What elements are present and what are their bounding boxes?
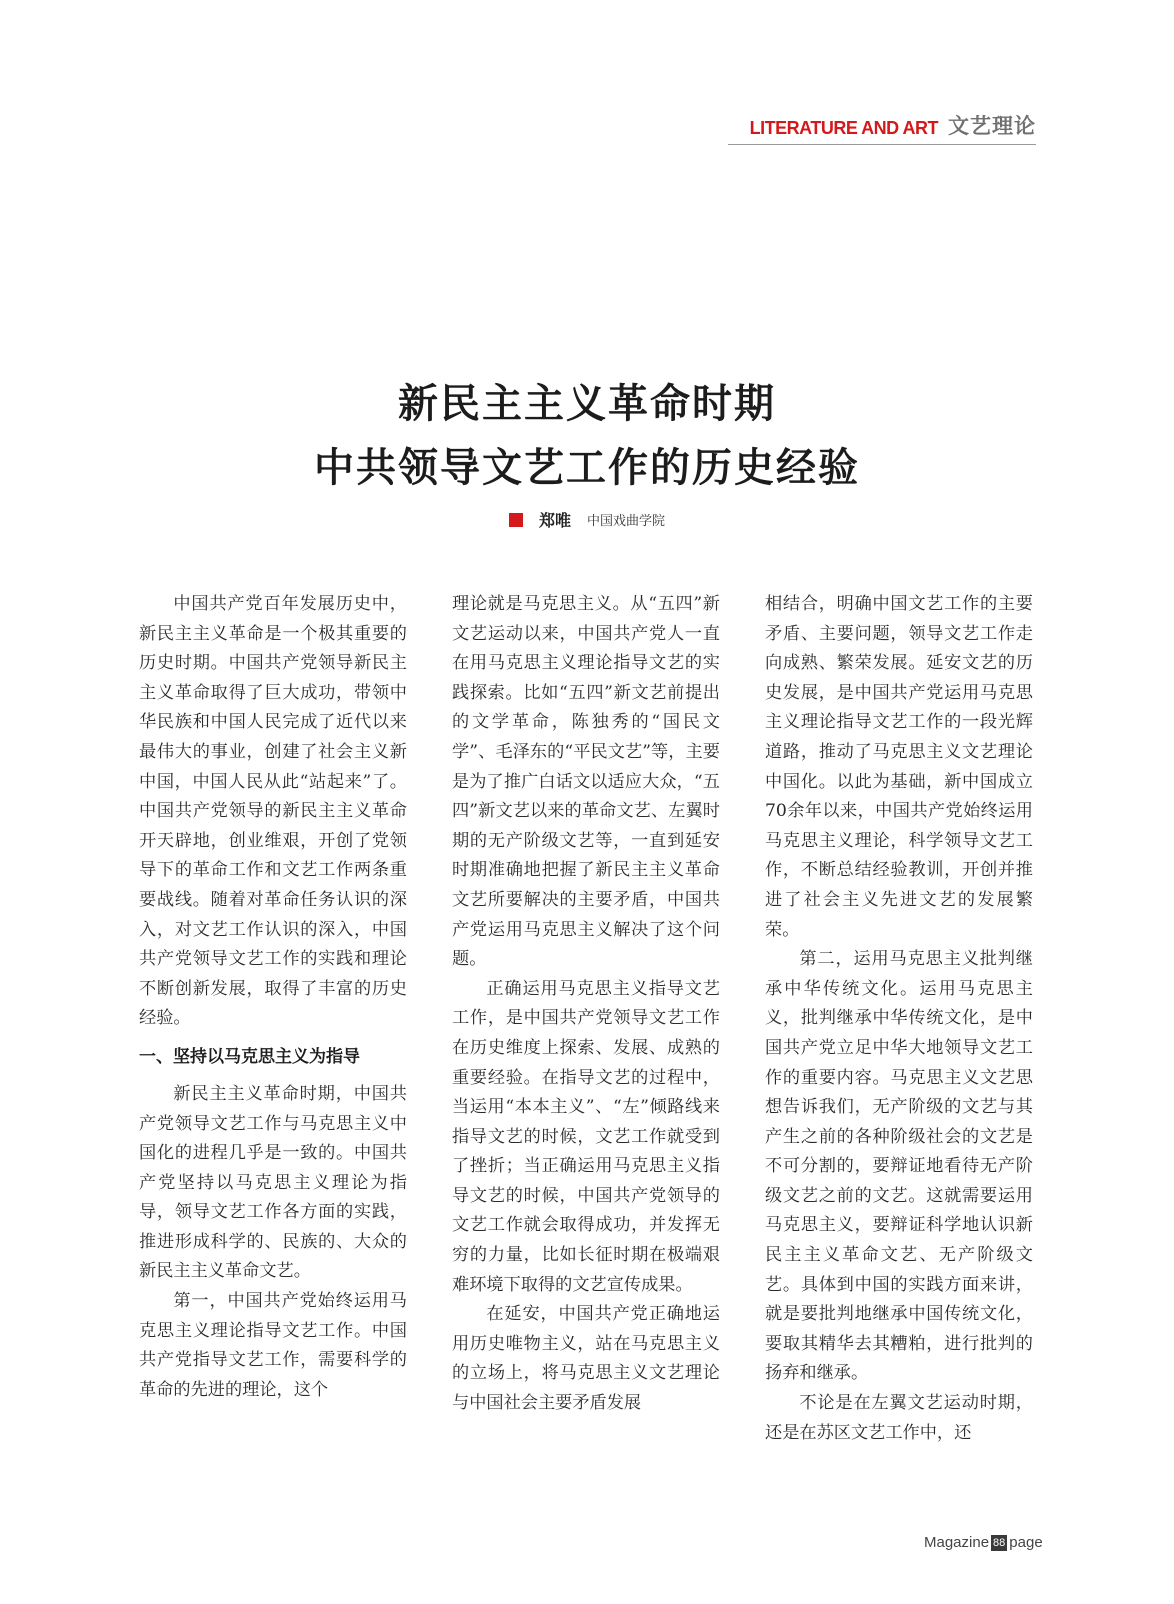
article-title-line-1: 新民主主义革命时期 (398, 380, 776, 427)
author-name: 郑唯 (538, 511, 571, 530)
footer-magazine-label: Magazine (924, 1534, 990, 1551)
page-number: 88 (993, 1536, 1006, 1549)
section-name-chinese: 文艺理论 (948, 114, 1036, 138)
paragraph: 理论就是马克思主义。从“五四”新文艺运动以来，中国共产党人一直在用马克思主义理论指导文艺的实践探索。比如“五四”新文艺前提出的文学革命，陈独秀的“国民文学”、毛泽东的“平民文艺”等，主要是为了推广白话文以适应大众，“五四”新文艺以来的革命文艺、左翼时期的无产阶级文艺等，一直到延安时期准确地把握了新民主主义革命文艺所要解决的主要矛盾，中国共产党运用马克思主义解决了这个问题。 (452, 594, 720, 970)
paragraph: 不论是在左翼文艺运动时期，还是在苏区文艺工作中，还 (765, 1393, 1033, 1443)
section-name-english: LITERATURE AND ART (749, 118, 938, 138)
paragraph: 第二，运用马克思主义批判继承中华传统文化。运用马克思主义，批判继承中华传统文化，是中国共产党立足中华大地领导文艺工作的重要内容。马克思主义文艺思想告诉我们，无产阶级的文艺与其产生之前的各种阶级社会的文艺是不可分割的，要辩证地看待无产阶级文艺之前的文艺。这就需要运用马克思主义，要辩证科学地认识新民主主义革命文艺、无产阶级文艺。具体到中国的实践方面来讲，就是要批判地继承中国传统文化，要取其精华去其糟粕，进行批判的扬弃和继承。 (765, 949, 1033, 1384)
section-header (728, 110, 1036, 145)
byline (0, 508, 1174, 531)
red-square-icon (509, 513, 523, 527)
paragraph: 第一，中国共产党始终运用马克思主义理论指导文艺工作。中国共产党指导文艺工作，需要科学的革命的先进的理论，这个 (139, 1291, 407, 1400)
author-affiliation: 中国戏曲学院 (587, 514, 666, 529)
text-column-3 (765, 590, 1033, 1448)
page-footer (924, 1534, 1043, 1551)
text-column-2 (452, 590, 720, 1419)
paragraph: 新民主主义革命时期，中国共产党领导文艺工作与马克思主义中国化的进程几乎是一致的。中国共产党坚持以马克思主义理论为指导，领导文艺工作各方面的实践，推进形成科学的、民族的、大众的新民主主义革命文艺。 (139, 1083, 407, 1282)
paragraph: 正确运用马克思主义指导文艺工作，是中国共产党领导文艺工作在历史维度上探索、发展、成熟的重要经验。在指导文艺的过程中，当运用“本本主义”、“左”倾路线来指导文艺的时候，文艺工作就受到了挫折；当正确运用马克思主义指导文艺的时候，中国共产党领导的文艺工作就会取得成功，并发挥无穷的力量，比如长征时期在极端艰难环境下取得的文艺宣传成果。 (452, 978, 720, 1295)
article-title-line-2: 中共领导文艺工作的历史经验 (314, 444, 860, 491)
paragraph: 相结合，明确中国文艺工作的主要矛盾、主要问题，领导文艺工作走向成熟、繁荣发展。延安文艺的历史发展，是中国共产党运用马克思主义理论指导文艺工作的一段光辉道路，推动了马克思主义文艺理论中国化。以此为基础，新中国成立70余年以来，中国共产党始终运用马克思主义理论，科学领导文艺工作，不断总结经验教训，开创并推进了社会主义先进文艺的发展繁荣。 (765, 594, 1033, 940)
section-heading: 一、坚持以马克思主义为指导 (139, 1046, 360, 1067)
paragraph: 在延安，中国共产党正确地运用历史唯物主义，站在马克思主义的立场上，将马克思主义文艺理论与中国社会主要矛盾发展 (452, 1304, 720, 1414)
text-column-1 (139, 590, 407, 1405)
paragraph: 中国共产党百年发展历史中，新民主主义革命是一个极其重要的历史时期。中国共产党领导新民主主义革命取得了巨大成功，带领中华民族和中国人民完成了近代以来最伟大的事业，创建了社会主义新中国，中国人民从此“站起来”了。中国共产党领导的新民主主义革命开天辟地，创业维艰，开创了党领导下的革命工作和文艺工作两条重要战线。随着对革命任务认识的深入，对文艺工作认识的深入，中国共产党领导文艺工作的实践和理论不断创新发展，取得了丰富的历史经验。 (139, 594, 407, 1029)
footer-page-label: page (1009, 1534, 1043, 1551)
